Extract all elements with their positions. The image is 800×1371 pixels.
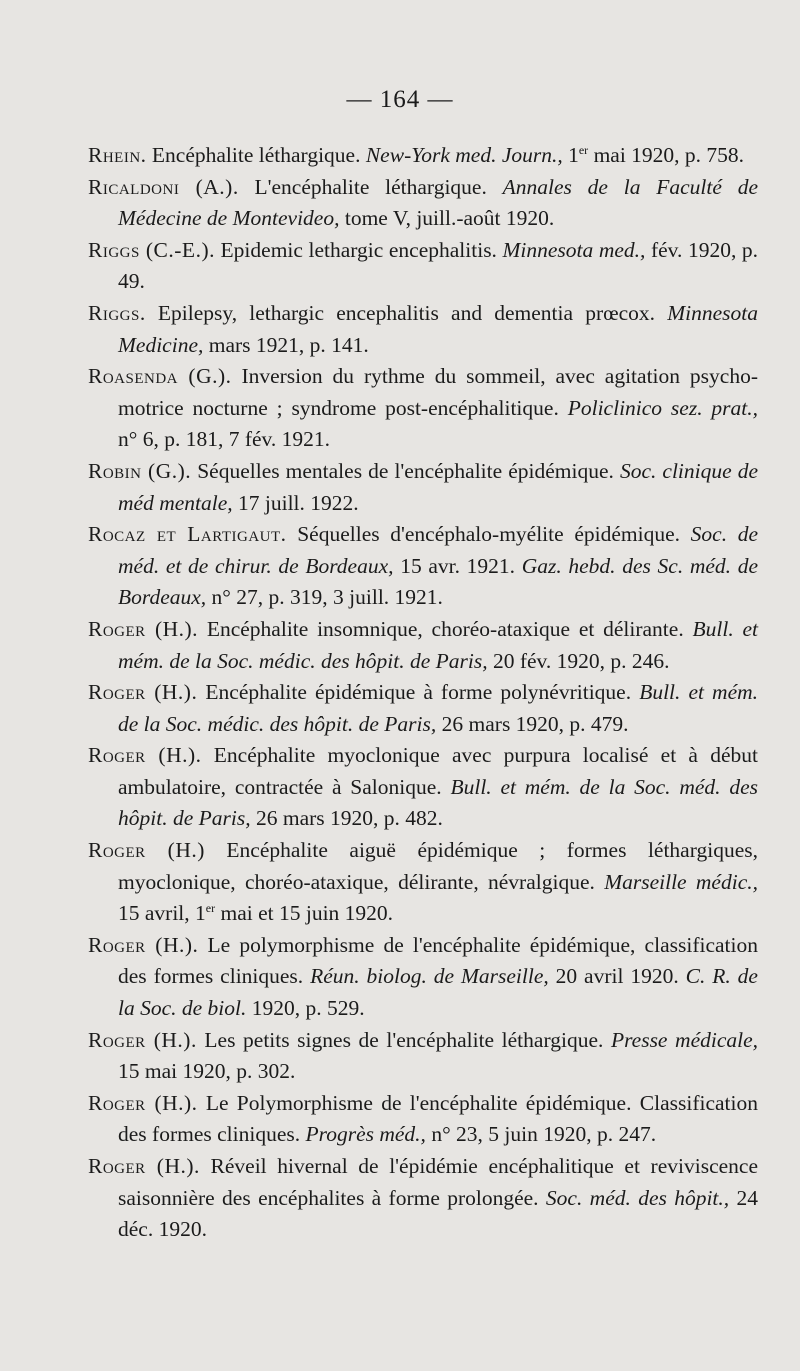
entry-title: Encéphalite insomnique, choréo-ataxique et délirante. [206,616,684,641]
entry-source: Soc. de méd. et de chirur. de Bordeaux, [118,522,759,578]
entry-title: Inversion du rythme du sommeil, avec agitation psycho-motrice nocturne ; syndrome post-encéphalitique. [118,364,758,420]
entry-author: Roger (H.). [88,932,199,957]
bibliography-entry [88,235,758,298]
entry-source: Annales de la Faculté de Médecine de Montevideo, [118,174,758,231]
bibliography-entry [88,519,758,614]
entry-source: New-York med. Journ., [365,143,563,167]
ordinal-superscript: er [205,901,216,916]
entry-author: Roger (H.). [88,1027,197,1052]
entry-title: Séquelles mentales de l'encéphalite épidémique. [197,458,614,483]
ordinal-superscript: er [578,142,589,157]
entry-title: Encéphalite léthargique. [151,143,361,167]
entry-author: Roger (H.). [88,1154,200,1178]
bibliography-entry [88,1151,758,1246]
bibliography-entry [88,298,758,361]
entry-author: Rhein. [88,143,147,167]
bibliography-entry [88,456,758,519]
entry-detail: 20 avril 1920. [555,964,679,989]
entry-detail: 15 avr. 1921. [400,553,516,578]
entry-source: Soc. méd. des hôpit., [545,1185,730,1210]
entry-detail: 1920, p. 529. [251,996,365,1021]
entry-detail: mai 1920, p. 758. [588,143,745,167]
entry-author: Riggs (C.-E.). [88,237,215,262]
entry-author: Roger (H.) [88,838,205,863]
entry-title: Séquelles d'encéphalo-myélite épidémique. [297,522,680,547]
bibliography-list [88,140,758,1246]
entry-source: Bull. et mém. de la Soc. médic. des hôpit. de Paris, [118,616,758,673]
entry-detail: n° 27, p. 319, 3 juill. 1921. [211,585,443,610]
bibliography-entry [88,614,758,677]
entry-author: Roasenda (G.). [88,364,232,389]
entry-title: Les petits signes de l'encéphalite léthargique. [204,1027,604,1052]
entry-detail: 20 fév. 1920, p. 246. [492,648,670,673]
entry-author: Roger (H.). [88,680,198,705]
bibliography-entry [88,1088,758,1151]
entry-title: Le Polymorphisme de l'encéphalite épidémique. Classification des formes cliniques. [118,1090,758,1147]
entry-title: Encéphalite épidémique à forme polynévritique. [205,680,632,705]
entry-source: C. R. de la Soc. de biol. [118,964,758,1021]
entry-source: Bull. et mém. de la Soc. méd. des hôpit. de Paris, [118,774,758,831]
bibliography-entry [88,1025,758,1088]
entry-title: Réveil hivernal de l'épidémie encéphalitique et reviviscence saisonnière des encéphalites à forme prolongée. [118,1154,758,1210]
entry-detail: 1 [568,143,579,167]
entry-detail: 17 juill. 1922. [238,490,359,515]
entry-author: Robin (G.). [88,458,192,483]
entry-source: Minnesota Medicine, [118,300,758,357]
entry-author: Roger (H.). [88,616,199,641]
entry-author: Rocaz et Lartigaut. [88,522,287,547]
entry-detail: 26 mars 1920, p. 479. [441,711,629,736]
bibliography-entry [88,172,758,235]
entry-detail: tome V, juill.-août 1920. [339,206,555,231]
entry-title: Le polymorphisme de l'encéphalite épidémique, classification des formes cliniques. [118,932,758,989]
entry-source: Policlinico sez. prat., [567,395,759,420]
entry-author: Riggs. [88,300,146,325]
entry-author: Roger (H.). [88,1090,198,1115]
entry-source: Bull. et mém. de la Soc. médic. des hôpit. de Paris, [118,680,759,736]
entry-source: Soc. clinique de méd mentale, [118,458,759,515]
bibliography-entry [88,930,758,1025]
entry-detail: 24 déc. 1920. [118,1185,758,1242]
entry-title: Encéphalite myoclonique avec purpura localisé et à début ambulatoire, contractée à Salonique. [118,743,758,799]
entry-detail: mai et 15 juin 1920. [215,901,394,926]
entry-title: Epilepsy, lethargic encephalitis and dementia prœcox. [157,300,656,325]
entry-author: Roger (H.). [88,743,202,768]
entry-detail: n° 23, 5 juin 1920, p. 247. [431,1122,657,1147]
entry-author: Ricaldoni (A.). [88,174,239,199]
page-number: — 164 — [346,86,454,113]
bibliography-entry [88,361,758,456]
entry-source: Presse médicale, [610,1027,759,1052]
entry-detail: fév. 1920, p. 49. [118,237,759,294]
bibliography-entry [88,140,758,172]
entry-title: L'encéphalite léthargique. [254,174,487,199]
entry-detail: 15 mai 1920, p. 302. [118,1059,296,1084]
entry-detail: 26 mars 1920, p. 482. [255,806,443,831]
entry-source: Minnesota med., [502,237,646,262]
bibliography-entry [88,835,758,930]
entry-detail: 15 avril, 1 [118,901,206,926]
entry-source: Gaz. hebd. des Sc. méd. de Bordeaux, [118,553,759,610]
entry-title: Epidemic lethargic encephalitis. [220,237,497,262]
bibliography-entry [88,677,758,740]
entry-source: Marseille médic., [604,869,758,894]
entry-source: Progrès méd., [305,1122,426,1147]
entry-title: Encéphalite aiguë épidémique ; formes léthargiques, myoclonique, choréo-ataxique, délirante, névralgique. [118,838,759,894]
bibliography-entry [88,740,758,835]
entry-detail: n° 6, p. 181, 7 fév. 1921. [118,427,331,452]
entry-detail: mars 1921, p. 141. [208,332,369,357]
entry-source: Réun. biolog. de Marseille, [310,964,549,989]
